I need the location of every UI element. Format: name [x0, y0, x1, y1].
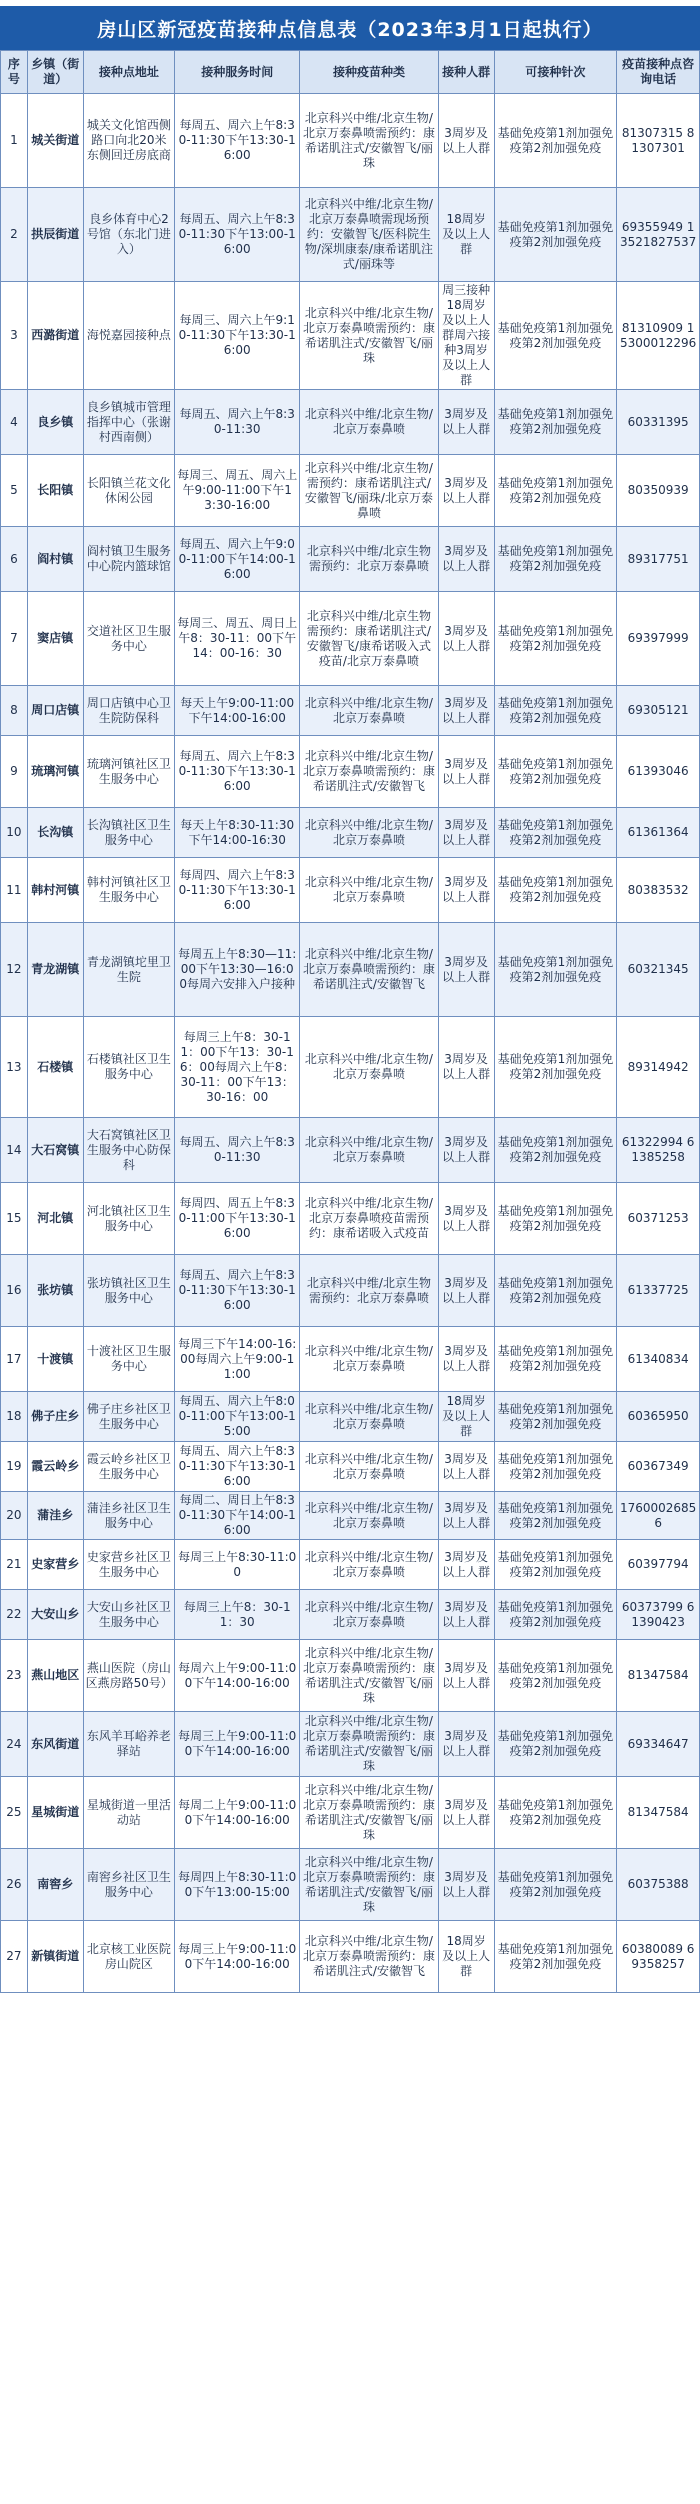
table-row — [1, 1492, 700, 1540]
cell-time: 每周五、周六上午8:30-11:30 — [175, 1118, 300, 1183]
cell-no: 27 — [1, 1921, 28, 1993]
cell-tel[interactable]: 61340834 — [617, 1327, 700, 1392]
cell-time: 每周四、周五上午8:30-11:00下午13:30-16:00 — [175, 1183, 300, 1255]
cell-time: 每周五、周六上午8:30-11:30下午13:30-16:00 — [175, 736, 300, 808]
cell-time: 每周三下午14:00-16:00每周六上午9:00-11:00 — [175, 1327, 300, 1392]
cell-vaccine: 北京科兴中维/北京生物/北京万泰鼻喷需预约：康希诺肌注式/安徽智飞/丽珠 — [300, 1712, 438, 1777]
cell-tel[interactable]: 81347584 — [617, 1640, 700, 1712]
cell-town: 张坊镇 — [27, 1255, 83, 1327]
cell-tel[interactable]: 81347584 — [617, 1777, 700, 1849]
cell-site: 霞云岭乡社区卫生服务中心 — [83, 1442, 175, 1492]
cell-crowd: 3周岁及以上人群 — [438, 808, 494, 858]
cell-tel[interactable]: 60331395 — [617, 390, 700, 455]
cell-site: 张坊镇社区卫生服务中心 — [83, 1255, 175, 1327]
cell-no: 1 — [1, 94, 28, 188]
cell-crowd: 3周岁及以上人群 — [438, 686, 494, 736]
cell-no: 22 — [1, 1590, 28, 1640]
table-row — [1, 1777, 700, 1849]
header-town: 乡镇（街道） — [27, 51, 83, 94]
cell-crowd: 3周岁及以上人群 — [438, 1492, 494, 1540]
cell-town: 南窖乡 — [27, 1849, 83, 1921]
cell-no: 14 — [1, 1118, 28, 1183]
cell-dose: 基础免疫第1剂加强免疫第2剂加强免疫 — [494, 1183, 617, 1255]
cell-tel[interactable]: 60321345 — [617, 923, 700, 1017]
cell-tel[interactable]: 17600026856 — [617, 1492, 700, 1540]
cell-vaccine: 北京科兴中维/北京生物/北京万泰鼻喷 — [300, 686, 438, 736]
cell-site: 史家营乡社区卫生服务中心 — [83, 1540, 175, 1590]
cell-crowd: 18周岁及以上人群 — [438, 1392, 494, 1442]
cell-vaccine: 北京科兴中维/北京生物/北京万泰鼻喷需预约：康希诺肌注式/安徽智飞 — [300, 923, 438, 1017]
cell-no: 19 — [1, 1442, 28, 1492]
table-row — [1, 390, 700, 455]
cell-town: 石楼镇 — [27, 1017, 83, 1118]
cell-vaccine: 北京科兴中维/北京生物/北京万泰鼻喷 — [300, 1540, 438, 1590]
cell-no: 15 — [1, 1183, 28, 1255]
cell-time: 每周三上午8：30-11：30 — [175, 1590, 300, 1640]
cell-no: 17 — [1, 1327, 28, 1392]
cell-time: 每周六上午9:00-11:00下午14:00-16:00 — [175, 1640, 300, 1712]
cell-dose: 基础免疫第1剂加强免疫第2剂加强免疫 — [494, 1492, 617, 1540]
cell-crowd: 3周岁及以上人群 — [438, 390, 494, 455]
cell-no: 24 — [1, 1712, 28, 1777]
cell-vaccine: 北京科兴中维/北京生物/北京万泰鼻喷 — [300, 1118, 438, 1183]
cell-town: 蒲洼乡 — [27, 1492, 83, 1540]
cell-no: 23 — [1, 1640, 28, 1712]
cell-site: 石楼镇社区卫生服务中心 — [83, 1017, 175, 1118]
table-row — [1, 1442, 700, 1492]
cell-dose: 基础免疫第1剂加强免疫第2剂加强免疫 — [494, 390, 617, 455]
cell-crowd: 3周岁及以上人群 — [438, 592, 494, 686]
cell-crowd: 3周岁及以上人群 — [438, 1712, 494, 1777]
cell-site: 韩村河镇社区卫生服务中心 — [83, 858, 175, 923]
cell-no: 12 — [1, 923, 28, 1017]
table-row — [1, 736, 700, 808]
cell-site: 阎村镇卫生服务中心院内篮球馆 — [83, 527, 175, 592]
cell-dose: 基础免疫第1剂加强免疫第2剂加强免疫 — [494, 1921, 617, 1993]
cell-site: 长阳镇兰花文化休闲公园 — [83, 455, 175, 527]
cell-no: 18 — [1, 1392, 28, 1442]
cell-town: 良乡镇 — [27, 390, 83, 455]
cell-tel[interactable]: 80383532 — [617, 858, 700, 923]
cell-dose: 基础免疫第1剂加强免疫第2剂加强免疫 — [494, 1327, 617, 1392]
table-row — [1, 527, 700, 592]
cell-time: 每天上午8:30-11:30下午14:00-16:30 — [175, 808, 300, 858]
cell-time: 每周三、周六上午9:10-11:30下午13:30-16:00 — [175, 282, 300, 390]
cell-time: 每周四、周六上午8:30-11:30下午13:30-16:00 — [175, 858, 300, 923]
cell-dose: 基础免疫第1剂加强免疫第2剂加强免疫 — [494, 736, 617, 808]
cell-crowd: 3周岁及以上人群 — [438, 736, 494, 808]
cell-vaccine: 北京科兴中维/北京生物/北京万泰鼻喷需预约：康希诺肌注式/安徽智飞/丽珠 — [300, 1640, 438, 1712]
table-row — [1, 858, 700, 923]
cell-town: 大石窝镇 — [27, 1118, 83, 1183]
cell-site: 大安山乡社区卫生服务中心 — [83, 1590, 175, 1640]
cell-time: 每周三上午9:00-11:00下午14:00-16:00 — [175, 1921, 300, 1993]
cell-vaccine: 北京科兴中维/北京生物/需预约：康希诺肌注式/安徽智飞/丽珠/北京万泰鼻喷 — [300, 455, 438, 527]
cell-no: 11 — [1, 858, 28, 923]
cell-site: 蒲洼乡社区卫生服务中心 — [83, 1492, 175, 1540]
cell-time: 每天上午9:00-11:00下午14:00-16:00 — [175, 686, 300, 736]
header-no: 序号 — [1, 51, 28, 94]
cell-site: 燕山医院（房山区燕房路50号） — [83, 1640, 175, 1712]
cell-tel[interactable]: 61337725 — [617, 1255, 700, 1327]
cell-town: 城关街道 — [27, 94, 83, 188]
cell-no: 21 — [1, 1540, 28, 1590]
vaccination-sites-table — [0, 50, 700, 1993]
table-row — [1, 1540, 700, 1590]
cell-dose: 基础免疫第1剂加强免疫第2剂加强免疫 — [494, 188, 617, 282]
cell-dose: 基础免疫第1剂加强免疫第2剂加强免疫 — [494, 1392, 617, 1442]
cell-town: 新镇街道 — [27, 1921, 83, 1993]
cell-time: 每周三上午8：30-11：00下午13：30-16：00每周六上午8：30-11：00下午13：30-16：00 — [175, 1017, 300, 1118]
cell-crowd: 3周岁及以上人群 — [438, 1327, 494, 1392]
cell-dose: 基础免疫第1剂加强免疫第2剂加强免疫 — [494, 1118, 617, 1183]
cell-tel[interactable]: 80350939 — [617, 455, 700, 527]
cell-vaccine: 北京科兴中维/北京生物/北京万泰鼻喷需预约：康希诺肌注式/安徽智飞/丽珠 — [300, 94, 438, 188]
header-time: 接种服务时间 — [175, 51, 300, 94]
table-header-row — [1, 51, 700, 94]
table-row — [1, 1849, 700, 1921]
cell-time: 每周三上午8:30-11:00 — [175, 1540, 300, 1590]
cell-no: 6 — [1, 527, 28, 592]
cell-tel[interactable]: 69305121 — [617, 686, 700, 736]
cell-dose: 基础免疫第1剂加强免疫第2剂加强免疫 — [494, 527, 617, 592]
cell-time: 每周五、周六上午8:30-11:30下午13:30-16:00 — [175, 1255, 300, 1327]
page-title: 房山区新冠疫苗接种点信息表（2023年3月1日起执行） — [0, 6, 700, 50]
cell-tel[interactable]: 60367349 — [617, 1442, 700, 1492]
cell-vaccine: 北京科兴中维/北京生物需预约：康希诺肌注式/安徽智飞/康希诺吸入式疫苗/北京万泰鼻喷 — [300, 592, 438, 686]
cell-tel[interactable]: 61361364 — [617, 808, 700, 858]
cell-town: 史家营乡 — [27, 1540, 83, 1590]
cell-time: 每周四上午8:30-11:00下午13:00-15:00 — [175, 1849, 300, 1921]
cell-town: 佛子庄乡 — [27, 1392, 83, 1442]
cell-time: 每周五上午8:30—11:00下午13:30—16:00每周六安排入户接种 — [175, 923, 300, 1017]
cell-town: 长沟镇 — [27, 808, 83, 858]
cell-vaccine: 北京科兴中维/北京生物需预约：北京万泰鼻喷 — [300, 1255, 438, 1327]
cell-no: 5 — [1, 455, 28, 527]
cell-no: 4 — [1, 390, 28, 455]
cell-dose: 基础免疫第1剂加强免疫第2剂加强免疫 — [494, 1590, 617, 1640]
cell-dose: 基础免疫第1剂加强免疫第2剂加强免疫 — [494, 1442, 617, 1492]
cell-dose: 基础免疫第1剂加强免疫第2剂加强免疫 — [494, 1017, 617, 1118]
cell-vaccine: 北京科兴中维/北京生物/北京万泰鼻喷 — [300, 390, 438, 455]
cell-vaccine: 北京科兴中维/北京生物/北京万泰鼻喷 — [300, 1590, 438, 1640]
cell-vaccine: 北京科兴中维/北京生物/北京万泰鼻喷 — [300, 858, 438, 923]
cell-town: 周口店镇 — [27, 686, 83, 736]
cell-town: 燕山地区 — [27, 1640, 83, 1712]
cell-crowd: 3周岁及以上人群 — [438, 94, 494, 188]
cell-vaccine: 北京科兴中维/北京生物/北京万泰鼻喷 — [300, 1327, 438, 1392]
cell-town: 十渡镇 — [27, 1327, 83, 1392]
cell-time: 每周三、周五、周六上午9:00-11:00下午13:30-16:00 — [175, 455, 300, 527]
header-vaccine: 接种疫苗种类 — [300, 51, 438, 94]
table-row — [1, 592, 700, 686]
cell-tel[interactable]: 69334647 — [617, 1712, 700, 1777]
cell-tel[interactable]: 61393046 — [617, 736, 700, 808]
table-row — [1, 686, 700, 736]
cell-crowd: 3周岁及以上人群 — [438, 1255, 494, 1327]
cell-tel[interactable]: 60365950 — [617, 1392, 700, 1442]
cell-tel[interactable]: 69397999 — [617, 592, 700, 686]
header-site: 接种点地址 — [83, 51, 175, 94]
cell-town: 拱辰街道 — [27, 188, 83, 282]
cell-tel[interactable]: 60380089 69358257 — [617, 1921, 700, 1993]
cell-vaccine: 北京科兴中维/北京生物/北京万泰鼻喷需预约：康希诺肌注式/安徽智飞 — [300, 1921, 438, 1993]
cell-town: 青龙湖镇 — [27, 923, 83, 1017]
cell-town: 星城街道 — [27, 1777, 83, 1849]
cell-town: 大安山乡 — [27, 1590, 83, 1640]
cell-no: 7 — [1, 592, 28, 686]
cell-site: 周口店镇中心卫生院防保科 — [83, 686, 175, 736]
cell-crowd: 3周岁及以上人群 — [438, 1849, 494, 1921]
cell-town: 阎村镇 — [27, 527, 83, 592]
cell-tel[interactable]: 61322994 61385258 — [617, 1118, 700, 1183]
table-row — [1, 808, 700, 858]
cell-crowd: 3周岁及以上人群 — [438, 1640, 494, 1712]
cell-dose: 基础免疫第1剂加强免疫第2剂加强免疫 — [494, 282, 617, 390]
cell-dose: 基础免疫第1剂加强免疫第2剂加强免疫 — [494, 923, 617, 1017]
cell-no: 26 — [1, 1849, 28, 1921]
cell-town: 西潞街道 — [27, 282, 83, 390]
cell-dose: 基础免疫第1剂加强免疫第2剂加强免疫 — [494, 858, 617, 923]
table-row — [1, 282, 700, 390]
cell-site: 青龙湖镇坨里卫生院 — [83, 923, 175, 1017]
cell-town: 琉璃河镇 — [27, 736, 83, 808]
cell-site: 琉璃河镇社区卫生服务中心 — [83, 736, 175, 808]
cell-dose: 基础免疫第1剂加强免疫第2剂加强免疫 — [494, 1540, 617, 1590]
cell-time: 每周五、周六上午8:30-11:30下午13:30-16:00 — [175, 94, 300, 188]
cell-vaccine: 北京科兴中维/北京生物/北京万泰鼻喷 — [300, 1392, 438, 1442]
cell-site: 海悦嘉园接种点 — [83, 282, 175, 390]
cell-no: 16 — [1, 1255, 28, 1327]
table-row — [1, 1017, 700, 1118]
cell-tel[interactable]: 81310909 15300012296 — [617, 282, 700, 390]
cell-tel[interactable]: 69355949 13521827537 — [617, 188, 700, 282]
cell-no: 8 — [1, 686, 28, 736]
table-row — [1, 188, 700, 282]
cell-time: 每周五、周六上午8:00-11:00下午13:00-15:00 — [175, 1392, 300, 1442]
cell-site: 十渡社区卫生服务中心 — [83, 1327, 175, 1392]
table-row — [1, 1392, 700, 1442]
cell-tel[interactable]: 89314942 — [617, 1017, 700, 1118]
cell-time: 每周五、周六上午8:30-11:30 — [175, 390, 300, 455]
cell-tel[interactable]: 60371253 — [617, 1183, 700, 1255]
cell-time: 每周五、周六上午8:30-11:30下午13:00-16:00 — [175, 188, 300, 282]
cell-no: 2 — [1, 188, 28, 282]
cell-vaccine: 北京科兴中维/北京生物/北京万泰鼻喷需预约：康希诺肌注式/安徽智飞/丽珠 — [300, 1849, 438, 1921]
header-dose: 可接种针次 — [494, 51, 617, 94]
cell-town: 长阳镇 — [27, 455, 83, 527]
cell-site: 佛子庄乡社区卫生服务中心 — [83, 1392, 175, 1442]
cell-dose: 基础免疫第1剂加强免疫第2剂加强免疫 — [494, 1712, 617, 1777]
cell-time: 每周三上午9:00-11:00下午14:00-16:00 — [175, 1712, 300, 1777]
cell-crowd: 3周岁及以上人群 — [438, 1540, 494, 1590]
cell-dose: 基础免疫第1剂加强免疫第2剂加强免疫 — [494, 94, 617, 188]
cell-no: 25 — [1, 1777, 28, 1849]
cell-vaccine: 北京科兴中维/北京生物/北京万泰鼻喷 — [300, 1017, 438, 1118]
cell-town: 河北镇 — [27, 1183, 83, 1255]
table-row — [1, 1640, 700, 1712]
cell-vaccine: 北京科兴中维/北京生物/北京万泰鼻喷 — [300, 808, 438, 858]
cell-site: 长沟镇社区卫生服务中心 — [83, 808, 175, 858]
cell-site: 交道社区卫生服务中心 — [83, 592, 175, 686]
cell-tel[interactable]: 60375388 — [617, 1849, 700, 1921]
cell-site: 南窖乡社区卫生服务中心 — [83, 1849, 175, 1921]
cell-site: 城关文化馆西侧路口向北20米东侧回迁房底商 — [83, 94, 175, 188]
cell-crowd: 周三接种18周岁及以上人群周六接种3周岁及以上人群 — [438, 282, 494, 390]
cell-dose: 基础免疫第1剂加强免疫第2剂加强免疫 — [494, 686, 617, 736]
cell-vaccine: 北京科兴中维/北京生物/北京万泰鼻喷需预约：康希诺肌注式/安徽智飞 — [300, 736, 438, 808]
header-tel: 疫苗接种点咨询电话 — [617, 51, 700, 94]
cell-time: 每周五、周六上午9:00-11:00下午14:00-16:00 — [175, 527, 300, 592]
cell-vaccine: 北京科兴中维/北京生物/北京万泰鼻喷 — [300, 1442, 438, 1492]
cell-vaccine: 北京科兴中维/北京生物/北京万泰鼻喷需现场预约：安徽智飞/医科院生物/深圳康泰/康希诺肌注式/丽珠等 — [300, 188, 438, 282]
cell-tel[interactable]: 89317751 — [617, 527, 700, 592]
cell-dose: 基础免疫第1剂加强免疫第2剂加强免疫 — [494, 592, 617, 686]
cell-crowd: 3周岁及以上人群 — [438, 455, 494, 527]
cell-town: 东风街道 — [27, 1712, 83, 1777]
cell-site: 东风羊耳峪养老驿站 — [83, 1712, 175, 1777]
cell-site: 星城街道一里活动站 — [83, 1777, 175, 1849]
table-row — [1, 1327, 700, 1392]
cell-dose: 基础免疫第1剂加强免疫第2剂加强免疫 — [494, 1777, 617, 1849]
cell-crowd: 3周岁及以上人群 — [438, 527, 494, 592]
table-row — [1, 455, 700, 527]
table-row — [1, 1590, 700, 1640]
cell-tel[interactable]: 60373799 61390423 — [617, 1590, 700, 1640]
cell-crowd: 3周岁及以上人群 — [438, 923, 494, 1017]
cell-crowd: 18周岁及以上人群 — [438, 1921, 494, 1993]
header-crowd: 接种人群 — [438, 51, 494, 94]
table-row — [1, 923, 700, 1017]
cell-crowd: 3周岁及以上人群 — [438, 1590, 494, 1640]
cell-vaccine: 北京科兴中维/北京生物需预约：北京万泰鼻喷 — [300, 527, 438, 592]
cell-town: 窦店镇 — [27, 592, 83, 686]
cell-crowd: 3周岁及以上人群 — [438, 858, 494, 923]
cell-no: 20 — [1, 1492, 28, 1540]
cell-no: 13 — [1, 1017, 28, 1118]
table-row — [1, 94, 700, 188]
cell-town: 霞云岭乡 — [27, 1442, 83, 1492]
cell-dose: 基础免疫第1剂加强免疫第2剂加强免疫 — [494, 455, 617, 527]
cell-time: 每周二、周日上午8:30-11:30下午14:00-16:00 — [175, 1492, 300, 1540]
cell-site: 良乡体育中心2号馆（东北门进入） — [83, 188, 175, 282]
cell-crowd: 3周岁及以上人群 — [438, 1777, 494, 1849]
cell-dose: 基础免疫第1剂加强免疫第2剂加强免疫 — [494, 1849, 617, 1921]
cell-tel[interactable]: 60397794 — [617, 1540, 700, 1590]
cell-dose: 基础免疫第1剂加强免疫第2剂加强免疫 — [494, 1640, 617, 1712]
cell-site: 北京核工业医院房山院区 — [83, 1921, 175, 1993]
table-row — [1, 1118, 700, 1183]
cell-crowd: 18周岁及以上人群 — [438, 188, 494, 282]
table-row — [1, 1712, 700, 1777]
cell-site: 大石窝镇社区卫生服务中心防保科 — [83, 1118, 175, 1183]
cell-crowd: 3周岁及以上人群 — [438, 1183, 494, 1255]
cell-site: 河北镇社区卫生服务中心 — [83, 1183, 175, 1255]
cell-town: 韩村河镇 — [27, 858, 83, 923]
cell-crowd: 3周岁及以上人群 — [438, 1017, 494, 1118]
cell-vaccine: 北京科兴中维/北京生物/北京万泰鼻喷需预约：康希诺肌注式/安徽智飞/丽珠 — [300, 1777, 438, 1849]
cell-time: 每周五、周六上午8:30-11:30下午13:30-16:00 — [175, 1442, 300, 1492]
table-row — [1, 1255, 700, 1327]
cell-no: 10 — [1, 808, 28, 858]
cell-vaccine: 北京科兴中维/北京生物/北京万泰鼻喷需预约：康希诺肌注式/安徽智飞/丽珠 — [300, 282, 438, 390]
cell-tel[interactable]: 81307315 81307301 — [617, 94, 700, 188]
cell-time: 每周三、周五、周日上午8：30-11：00下午14：00-16：30 — [175, 592, 300, 686]
cell-dose: 基础免疫第1剂加强免疫第2剂加强免疫 — [494, 808, 617, 858]
cell-time: 每周二上午9:00-11:00下午14:00-16:00 — [175, 1777, 300, 1849]
table-row — [1, 1921, 700, 1993]
cell-no: 3 — [1, 282, 28, 390]
cell-crowd: 3周岁及以上人群 — [438, 1118, 494, 1183]
cell-vaccine: 北京科兴中维/北京生物/北京万泰鼻喷 — [300, 1492, 438, 1540]
cell-no: 9 — [1, 736, 28, 808]
cell-dose: 基础免疫第1剂加强免疫第2剂加强免疫 — [494, 1255, 617, 1327]
cell-vaccine: 北京科兴中维/北京生物/北京万泰鼻喷疫苗需预约：康希诺吸入式疫苗 — [300, 1183, 438, 1255]
cell-site: 良乡镇城市管理指挥中心（张谢村西南侧） — [83, 390, 175, 455]
table-row — [1, 1183, 700, 1255]
cell-crowd: 3周岁及以上人群 — [438, 1442, 494, 1492]
